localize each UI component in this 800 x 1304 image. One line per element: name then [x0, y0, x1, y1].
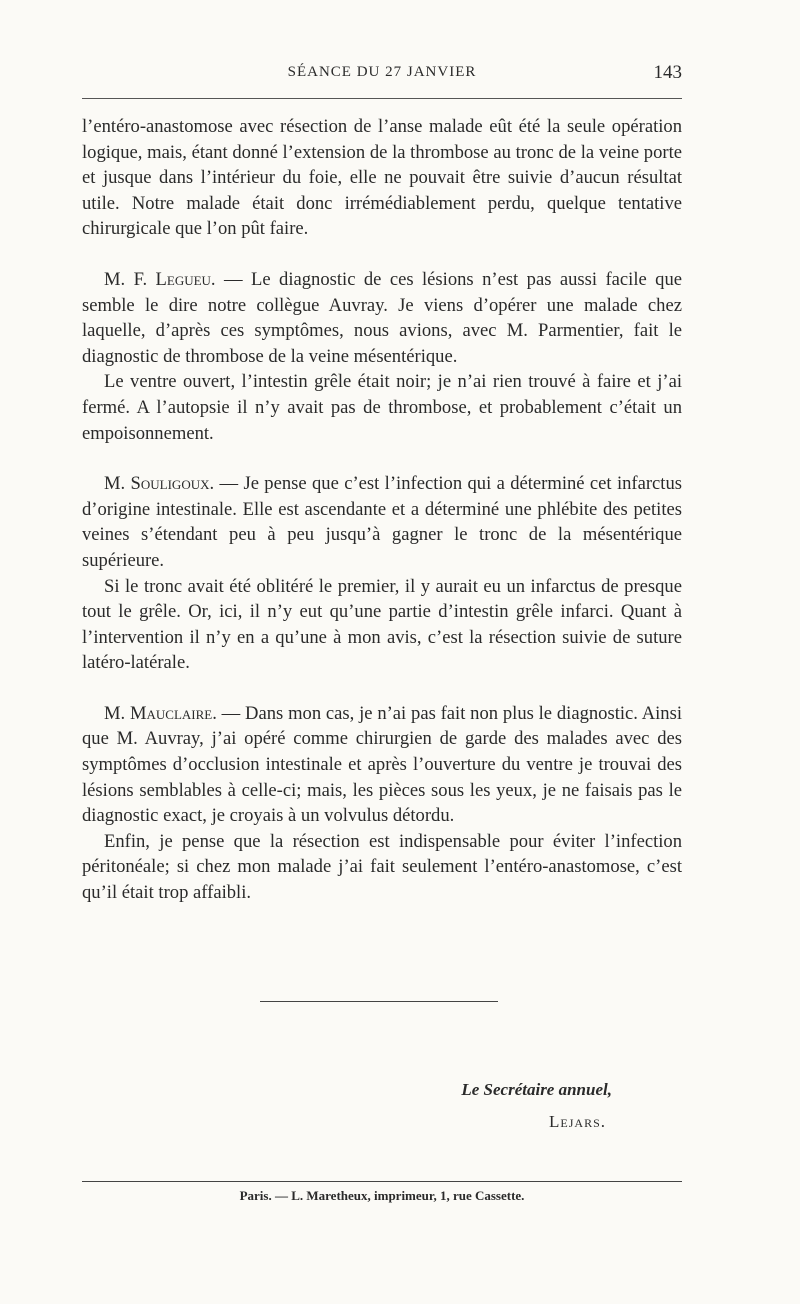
header-title: SÉANCE DU 27 JANVIER	[287, 64, 477, 80]
speaker-name: M. F. Legueu.	[104, 268, 216, 290]
paragraph-text: Le ventre ouvert, l’intestin grêle était noir; je n’ai rien trouvé à faire et j’ai fermé. A l’autopsie il n’y avait pas de thrombose, et probablement c’était un empoisonnement.	[82, 371, 682, 444]
speaker-name: M. Souligoux.	[104, 473, 215, 495]
body-text	[82, 114, 682, 906]
paragraph-text: Si le tronc avait été oblitéré le premier, il y aurait eu un infarctus de presque tout le grêle. Or, ici, il n’y eut qu’une partie d’intestin grêle infarci. Quant à l’intervention il n’y en a qu’une à mon avis, c’est la résection suivie de suture latéro-latérale.	[82, 575, 682, 674]
paragraph	[82, 829, 682, 906]
paragraph-text: Enfin, je pense que la résection est indispensable pour éviter l’infection péritonéale; si chez mon malade j’ai fait seulement l’entéro-anastomose, c’est qu’il était trop affaibli.	[82, 830, 682, 904]
paragraph	[82, 574, 682, 676]
signature-block	[82, 1080, 612, 1132]
page-number: 143	[653, 62, 682, 83]
paragraph	[82, 369, 682, 446]
paragraph-text: — Le diagnostic de ces lésions n’est pas aussi facile que semble le dire notre collègue Auvray. Je viens d’opérer une malade chez laquelle, d’après ces symptômes, nous avions, avec M. Parmentier, fait le diagnostic de thrombose de la veine mésentérique.	[82, 268, 683, 367]
printer-imprint: Paris. — L. Maretheux, imprimeur, 1, rue Cassette.	[239, 1188, 525, 1203]
footer-rule	[82, 1181, 682, 1182]
header-rule	[82, 98, 682, 99]
section-divider	[260, 1001, 498, 1002]
paragraph-text: — Je pense que c’est l’infection qui a déterminé cet infarctus d’origine intestinale. Elle est ascendante et a déterminé une phlébite des petites veines s’étendant peu à peu jusqu’à gagner le tronc de la mésentérique supérieure.	[82, 473, 683, 571]
paragraph	[82, 267, 682, 369]
paragraph-text: — Dans mon cas, je n’ai pas fait non plus le diagnostic. Ainsi que M. Auvray, j’ai opéré comme chirurgien de garde des malades avec des symptômes d’occlusion intestinale et après l’ouverture du ventre je trouvai des lésions semblables à celle-ci; mais, les pièces sous les yeux, je ne faisais pas le diagnostic exact, je croyais à un volvulus détordu.	[82, 702, 682, 827]
paragraph	[82, 471, 682, 573]
signature-role: Le Secrétaire annuel,	[461, 1080, 612, 1099]
paragraph-text: l’entéro-anastomose avec résection de l’anse malade eût été la seule opération logique, mais, étant donné l’extension de la thrombose au tronc de la veine porte et jusque dans l’intérieur du foie, elle ne pouvait être suivie d’aucun résultat utile. Notre malade était donc irrémédiablement perdu, quelque tentative chirurgicale que l’on pût faire.	[82, 116, 682, 240]
signature-name: Lejars.	[549, 1112, 606, 1131]
paragraph	[82, 701, 682, 829]
running-head	[82, 60, 682, 86]
speaker-name: M. Mauclaire.	[104, 702, 217, 724]
paragraph	[82, 114, 682, 242]
